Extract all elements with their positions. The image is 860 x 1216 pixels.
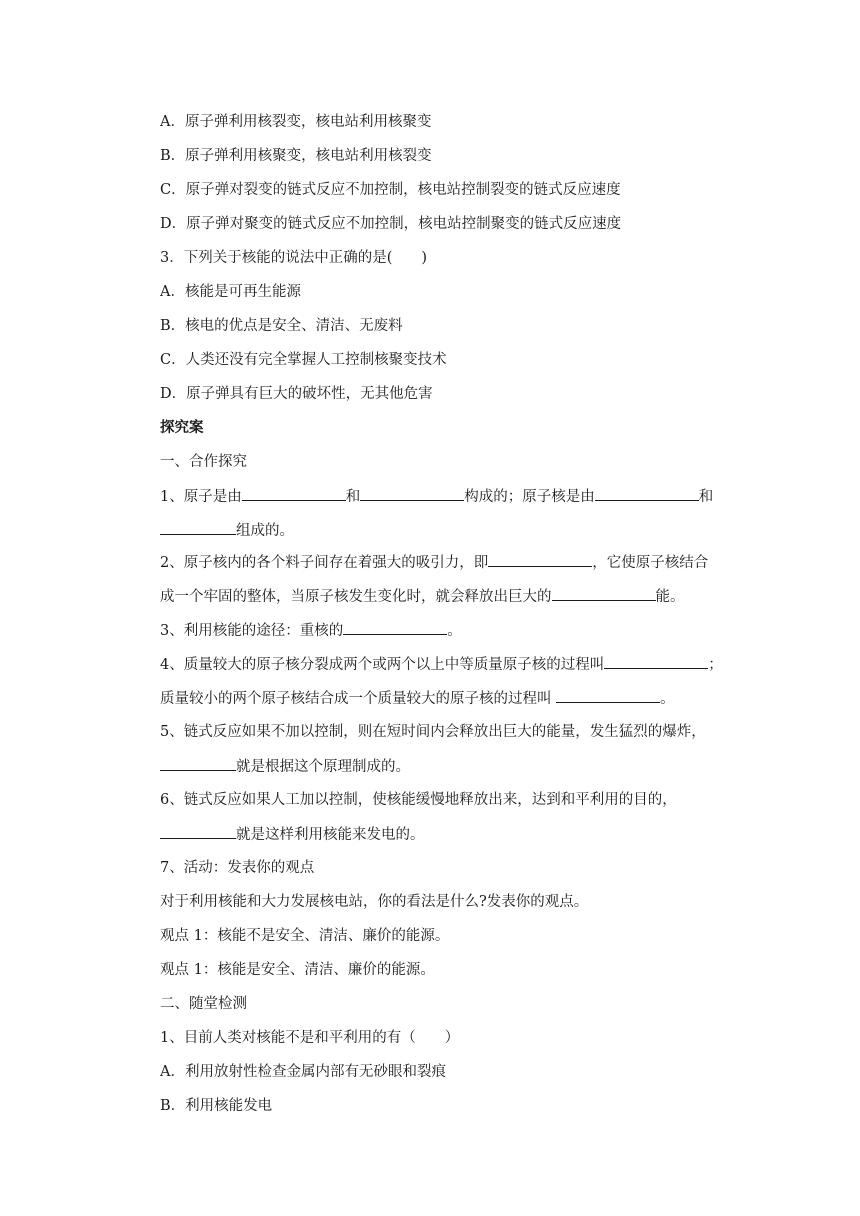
q2-option-c: C．原子弹对裂变的链式反应不加控制，核电站控制裂变的链式反应速度 [160,182,621,198]
item-2-text: 能。 [655,589,685,605]
q2-option-a: A．原子弹利用核裂变，核电站利用核聚变 [160,114,432,130]
fill-blank[interactable] [552,586,656,601]
section-heading-cooperative: 一、合作探究 [160,454,247,470]
q3-stem: 3．下列关于核能的说法中正确的是( ) [160,250,428,266]
fill-blank[interactable] [556,688,660,703]
q2-option-b: B．原子弹利用核聚变，核电站利用核裂变 [160,148,432,164]
fill-blank[interactable] [343,620,447,635]
fill-blank[interactable] [488,552,592,567]
item-4-line-1 [160,654,723,675]
item-2-text: 2、原子核内的各个料子间存在着强大的吸引力，即 [160,555,489,571]
item-3-text: 3、利用核能的途径：重核的 [160,623,344,639]
fill-blank[interactable] [242,486,346,501]
item-1-text: 1、原子是由 [160,489,242,505]
item-5-text: 就是根据这个原理制成的。 [236,759,410,775]
q3-option-a: A．核能是可再生能源 [160,284,301,300]
item-2-text: ，它使原子核结合 [592,555,709,571]
fill-blank[interactable] [604,654,708,669]
item-5-line-2 [160,756,410,777]
item-6-line-1: 6、链式反应如果人工加以控制，使核能缓慢地释放出来，达到和平利用的目的， [160,792,677,808]
item-1-line-1 [160,486,713,507]
item-7-title: 7、活动：发表你的观点 [160,860,315,876]
item-4-text: 。 [660,691,675,707]
fill-blank[interactable] [160,520,236,535]
item-1-text: 组成的。 [236,523,294,539]
item-6-text: 就是这样利用核能来发电的。 [236,827,425,843]
item-2-line-1 [160,552,708,573]
item-4-text: ； [708,657,723,673]
item-2-line-2 [160,586,685,607]
q3-option-c: C．人类还没有完全掌握人工控制核聚变技术 [160,352,447,368]
item-2-text: 成一个牢固的整体，当原子核发生变化时，就会释放出巨大的 [160,589,552,605]
fill-blank[interactable] [160,756,236,771]
q3-option-d: D．原子弹具有巨大的破坏性，无其他危害 [160,386,433,402]
q3-option-b: B．核电的优点是安全、清洁、无废料 [160,318,403,334]
item-7-prompt: 对于利用核能和大力发展核电站，你的看法是什么?发表你的观点。 [160,894,589,910]
item-3-line-1 [160,620,462,641]
item-1-text: 和 [345,489,361,505]
section-heading-quiz: 二、随堂检测 [160,996,247,1012]
item-1-line-2 [160,520,294,541]
item-3-text: 。 [447,623,462,639]
fill-blank[interactable] [360,486,464,501]
section-title-explore: 探究案 [160,420,204,436]
check-1-option-b: B．利用核能发电 [160,1098,273,1114]
q2-option-d: D．原子弹对聚变的链式反应不加控制，核电站控制聚变的链式反应速度 [160,216,622,232]
item-6-line-2 [160,824,425,845]
fill-blank[interactable] [595,486,699,501]
check-1-option-a: A．利用放射性检查金属内部有无砂眼和裂痕 [160,1064,446,1080]
item-7-view-1: 观点 1：核能不是安全、清洁、廉价的能源。 [160,928,450,944]
item-4-text: 4、质量较大的原子核分裂成两个或两个以上中等质量原子核的过程叫 [160,657,605,673]
item-1-text: 和 [698,489,714,505]
item-5-line-1: 5、链式反应如果不加以控制，则在短时间内会释放出巨大的能量，发生猛烈的爆炸， [160,724,706,740]
item-1-text: 构成的；原子核是由 [464,489,595,505]
fill-blank[interactable] [160,824,236,839]
item-4-line-2 [160,688,675,709]
item-7-view-2: 观点 1：核能是安全、清洁、廉价的能源。 [160,962,435,978]
check-1-stem: 1、目前人类对核能不是和平利用的有（ ） [160,1030,460,1046]
item-4-text: 质量较小的两个原子核结合成一个质量较大的原子核的过程叫 [160,691,557,707]
